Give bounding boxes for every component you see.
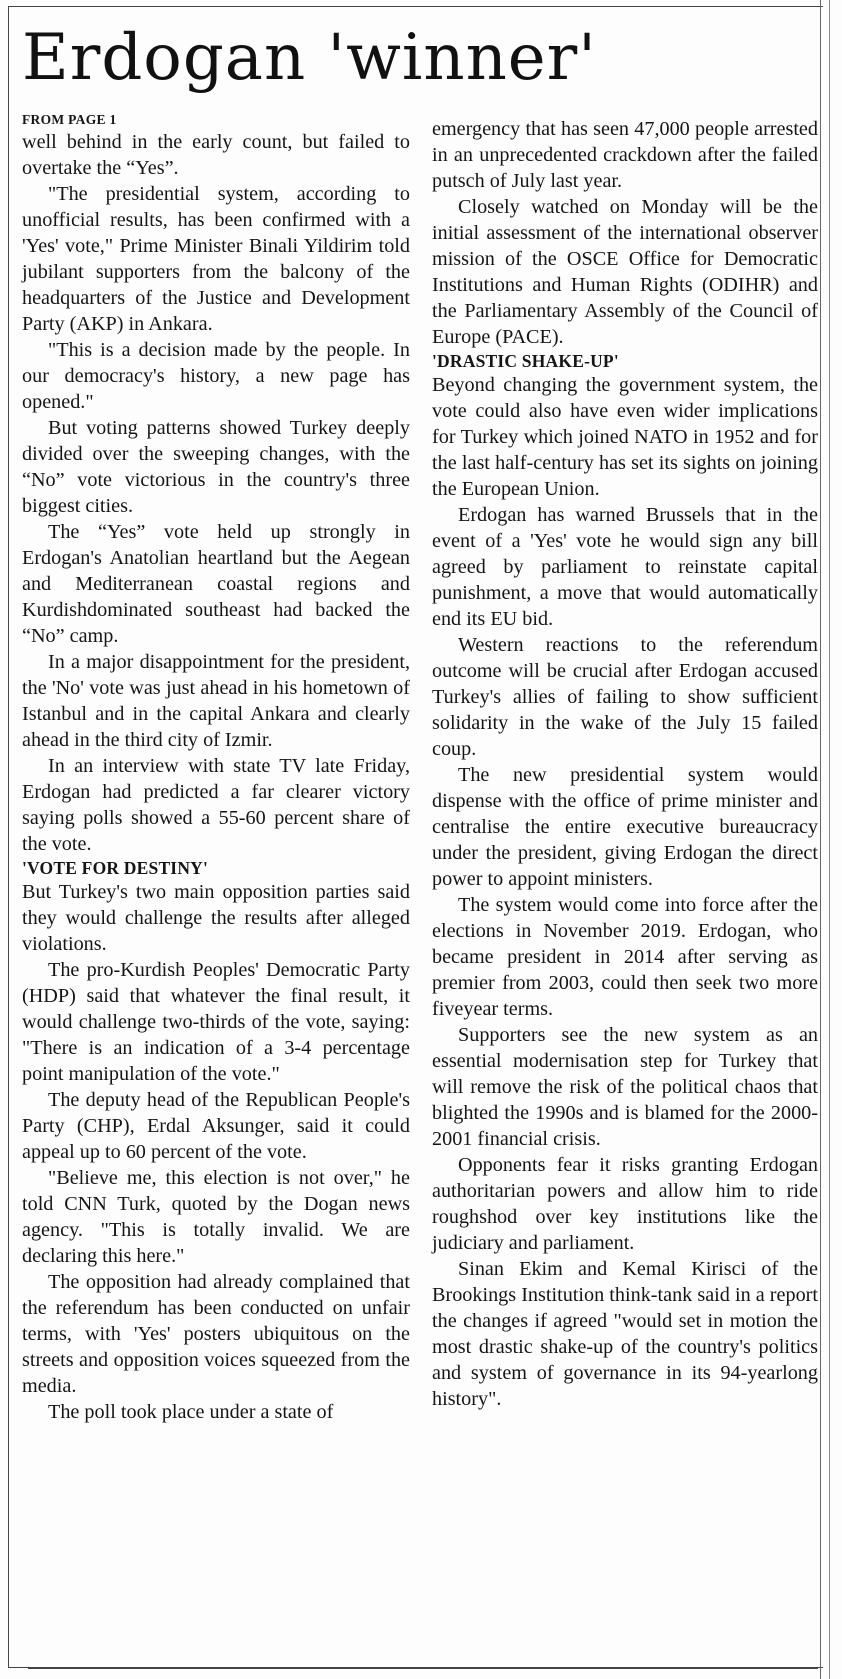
- paragraph: In an interview with state TV late Friday, Erdogan had predicted a far clearer victory saying polls showed a 55-60 percent share of the vote.: [22, 755, 410, 855]
- paragraph: But Turkey's two main opposition parties said they would challenge the results after alleged violations.: [22, 881, 410, 955]
- paragraph: Supporters see the new system as an essential modernisation step for Turkey that will remove the risk of the political chaos that blighted the 1990s and is blamed for the 2000-2001 financial crisis.: [432, 1024, 818, 1150]
- headline: Erdogan 'winner': [22, 21, 597, 95]
- right-column: [432, 116, 818, 1412]
- paragraph: Closely watched on Monday will be the initial assessment of the international observer mission of the OSCE Office for Democratic Institutions and Human Rights (ODIHR) and the Parliamentary Assembly of the Council of Europe (PACE).: [432, 196, 818, 348]
- bottom-rule: [28, 1668, 818, 1669]
- paragraph: Beyond changing the government system, the vote could also have even wider implications for Turkey which joined NATO in 1952 and for the last half-century has set its sights on joining the European Union.: [432, 374, 818, 500]
- paragraph: Opponents fear it risks granting Erdogan authoritarian powers and allow him to ride roughshod over key institutions like the judiciary and parliament.: [432, 1154, 818, 1254]
- page-edge-rule: [820, 0, 830, 1679]
- paragraph: The deputy head of the Republican People's Party (CHP), Erdal Aksunger, said it could appeal up to 60 percent of the vote.: [22, 1089, 410, 1163]
- paragraph: The “Yes” vote held up strongly in Erdogan's Anatolian heartland but the Aegean and Mediterranean coastal regions and Kurdishdominated southeast had backed the “No” camp.: [22, 521, 410, 647]
- subhead-drastic-shake-up: 'DRASTIC SHAKE-UP': [432, 351, 619, 371]
- jump-label: FROM PAGE 1: [22, 112, 117, 127]
- paragraph: In a major disappointment for the president, the 'No' vote was just ahead in his hometown of Istanbul and in the capital Ankara and clearly ahead in the third city of Izmir.: [22, 651, 410, 751]
- paragraph: "This is a decision made by the people. In our democracy's history, a new page has opened.": [22, 339, 410, 413]
- paragraph: emergency that has seen 47,000 people arrested in an unprecedented crackdown after the failed putsch of July last year.: [432, 118, 818, 192]
- paragraph: The poll took place under a state of: [48, 1401, 334, 1423]
- paragraph: The new presidential system would dispense with the office of prime minister and centralise the entire executive bureaucracy under the president, giving Erdogan the direct power to appoint ministers.: [432, 764, 818, 890]
- paragraph: "The presidential system, according to unofficial results, has been confirmed with a 'Yes' vote," Prime Minister Binali Yildirim told jubilant supporters from the balcony of the headquarters of the Justice and Development Party (AKP) in Ankara.: [22, 183, 410, 335]
- paragraph: well behind in the early count, but failed to overtake the “Yes”.: [22, 131, 410, 179]
- paragraph: "Believe me, this election is not over," he told CNN Turk, quoted by the Dogan news agency. "This is totally invalid. We are declaring this here.": [22, 1167, 410, 1267]
- paragraph: But voting patterns showed Turkey deeply divided over the sweeping changes, with the “No” vote victorious in the country's three biggest cities.: [22, 417, 410, 517]
- paragraph: Erdogan has warned Brussels that in the event of a 'Yes' vote he would sign any bill agreed by parliament to reinstate capital punishment, a move that would automatically end its EU bid.: [432, 504, 818, 630]
- paragraph: The opposition had already complained that the referendum has been conducted on unfair terms, with 'Yes' posters ubiquitous on the streets and opposition voices squeezed from the media.: [22, 1271, 410, 1397]
- subhead-vote-for-destiny: 'VOTE FOR DESTINY': [22, 858, 209, 878]
- paragraph: Sinan Ekim and Kemal Kirisci of the Brookings Institution think-tank said in a report the changes if agreed "would set in motion the most drastic shake-up of the country's politics and system of governance in its 94-yearlong history".: [432, 1258, 818, 1410]
- paragraph: The pro-Kurdish Peoples' Democratic Party (HDP) said that whatever the final result, it would challenge two-thirds of the vote, saying: "There is an indication of a 3-4 percentage point manipulation of the vote.": [22, 959, 410, 1085]
- left-column: [22, 112, 410, 1425]
- paragraph: The system would come into force after the elections in November 2019. Erdogan, who became president in 2014 after serving as premier from 2003, could then seek two more fiveyear terms.: [432, 894, 818, 1020]
- paragraph: Western reactions to the referendum outcome will be crucial after Erdogan accused Turkey's allies of failing to show sufficient solidarity in the wake of the July 15 failed coup.: [432, 634, 818, 760]
